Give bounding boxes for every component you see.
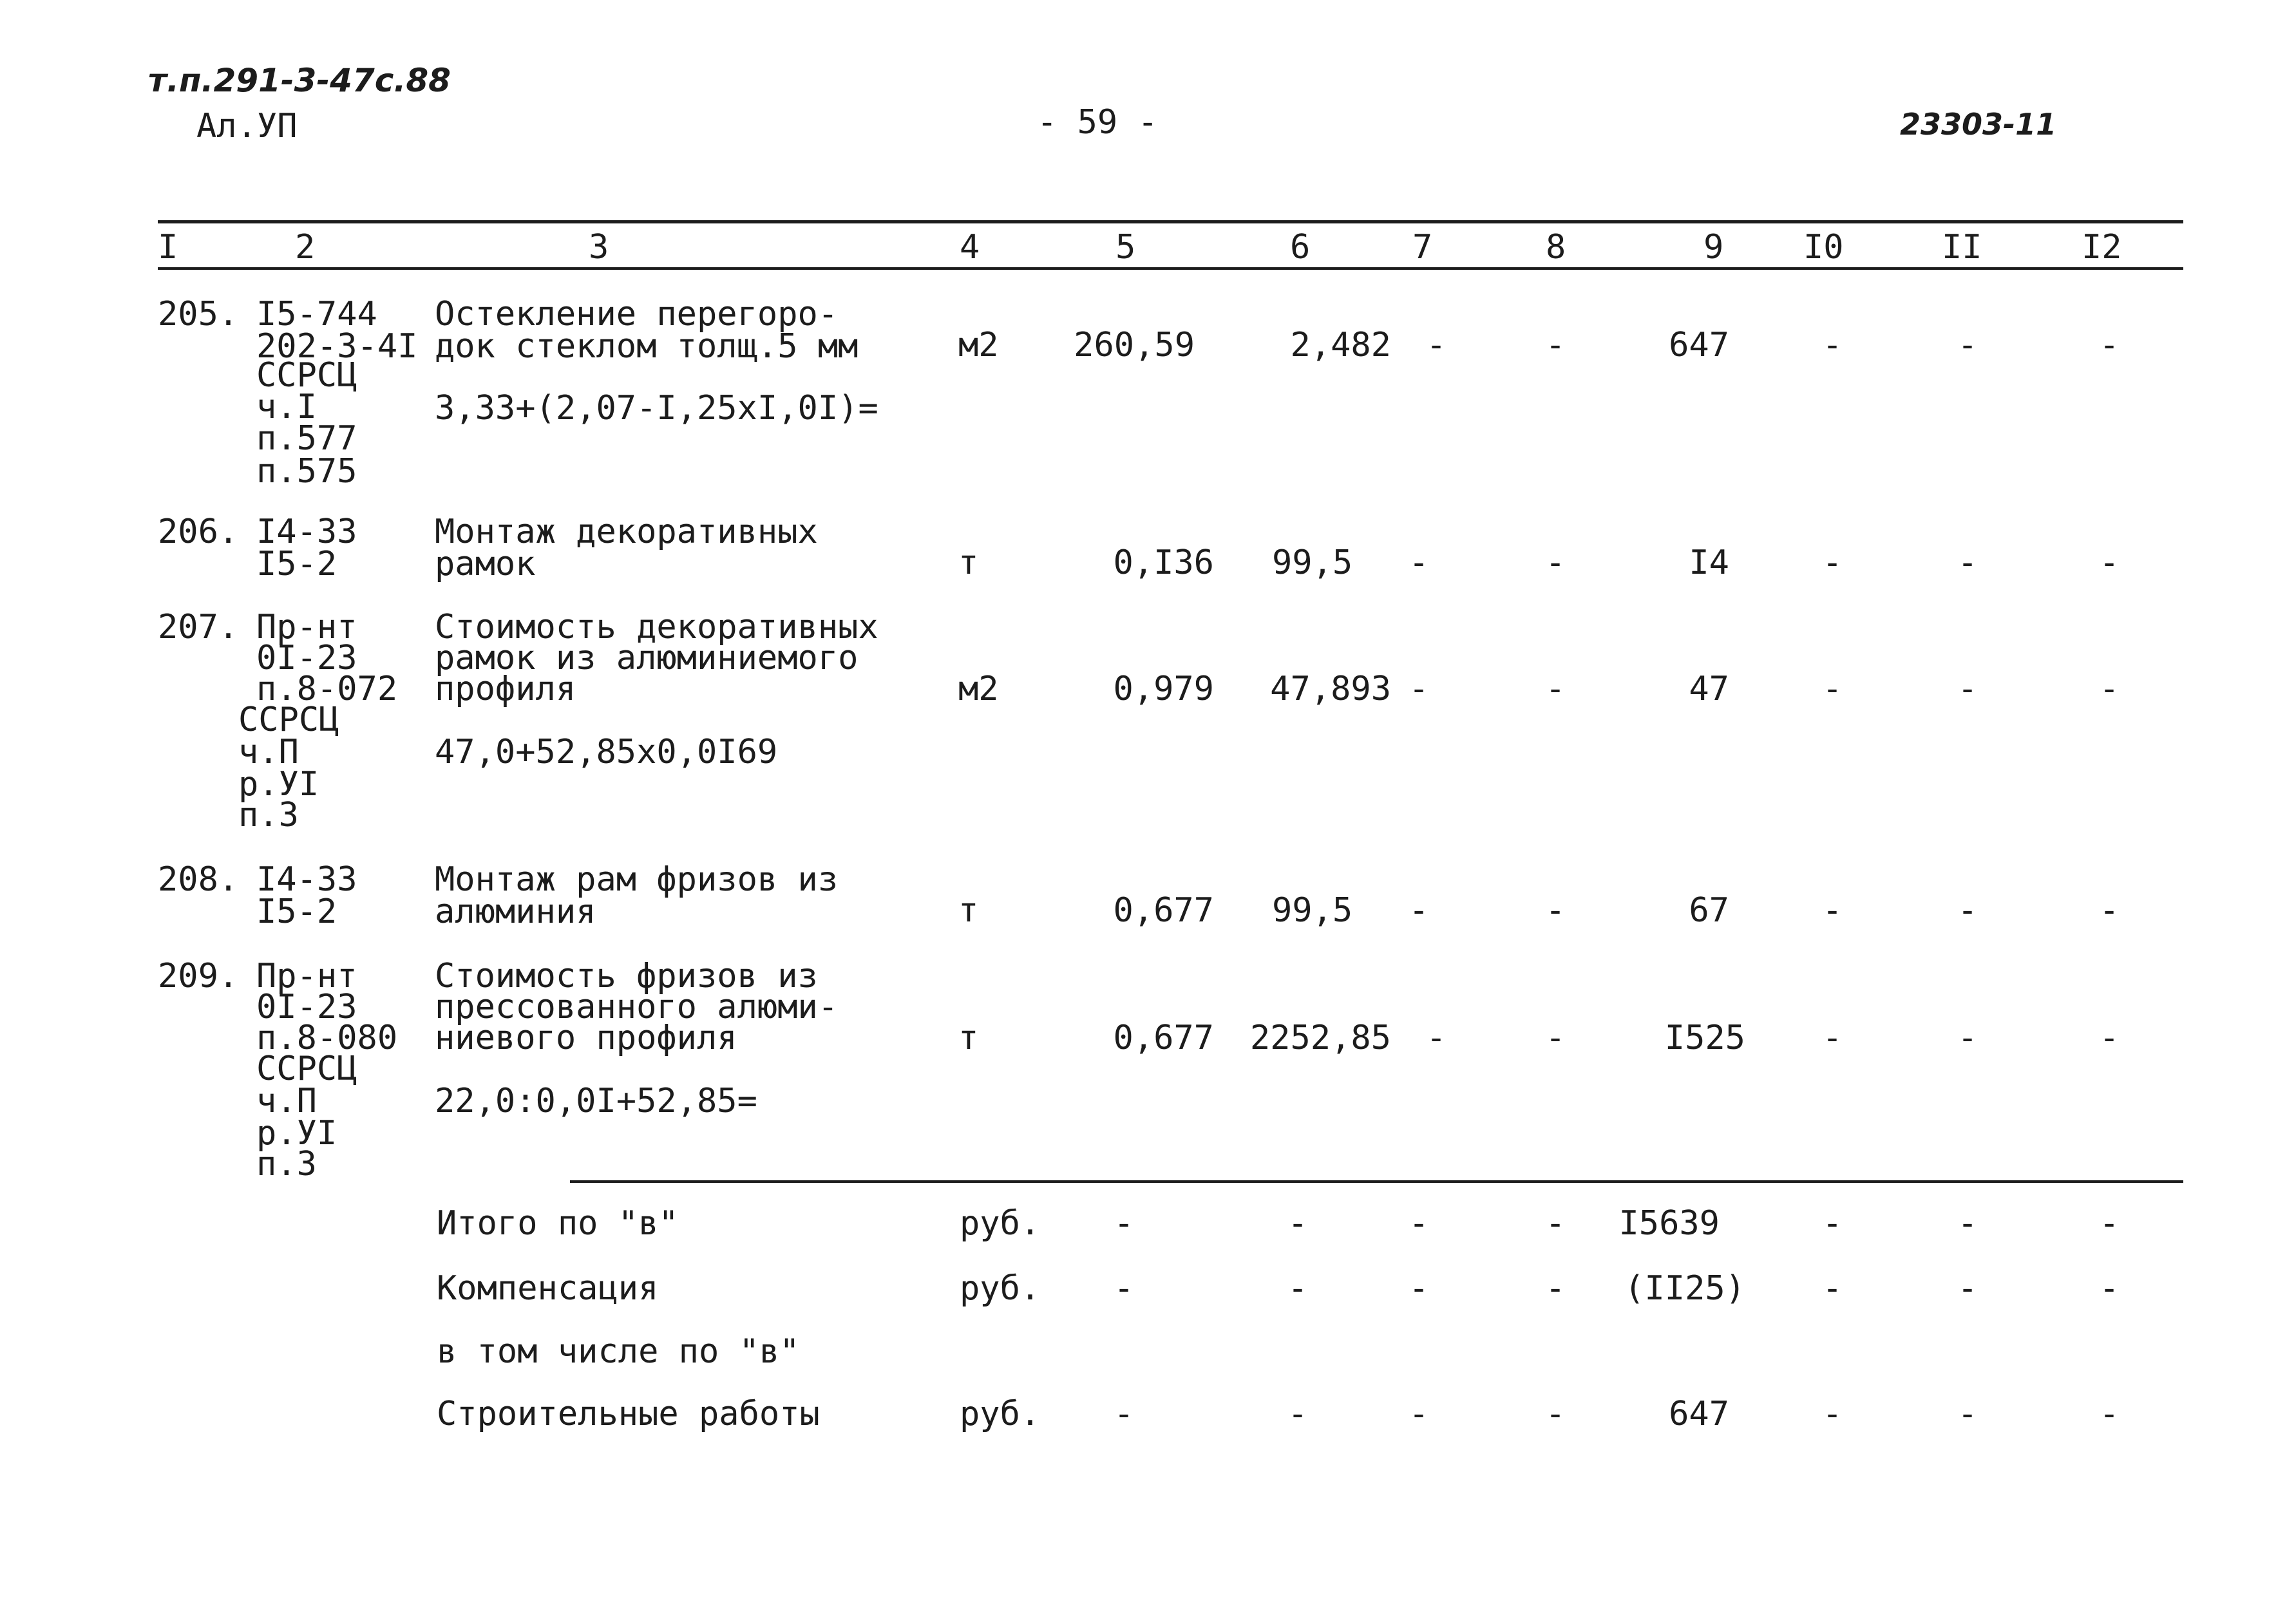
description-line: Стоимость фризов из bbox=[435, 957, 818, 995]
album-label: Ал.УП bbox=[196, 107, 298, 146]
code-line: п.8-072 bbox=[256, 670, 398, 708]
column-header-5: 5 bbox=[1115, 228, 1136, 267]
col11-value: - bbox=[1957, 1204, 1978, 1243]
col10-value: - bbox=[1822, 670, 1843, 708]
code-line: ССРСЦ bbox=[256, 356, 357, 395]
header-top-rule bbox=[158, 220, 2183, 223]
column-header-2: 2 bbox=[295, 228, 316, 267]
col10-value: - bbox=[1822, 1395, 1843, 1433]
page-number: - 59 - bbox=[1037, 103, 1158, 142]
col12-value: - bbox=[2099, 326, 2120, 364]
col5-value: - bbox=[1114, 1204, 1134, 1243]
code-line: п.3 bbox=[238, 796, 299, 835]
col7-value: - bbox=[1426, 1019, 1447, 1057]
col8-value: - bbox=[1545, 891, 1566, 930]
col9-value: 47 bbox=[1689, 670, 1729, 708]
row-number: 209. bbox=[158, 957, 239, 995]
col11-value: - bbox=[1957, 891, 1978, 930]
col9-value: I525 bbox=[1664, 1019, 1745, 1057]
code-line: р.УI bbox=[238, 765, 319, 804]
description-line: док стеклом толщ.5 мм bbox=[435, 327, 859, 366]
quantity: 260,59 bbox=[1074, 326, 1195, 364]
column-header-1: I bbox=[158, 228, 178, 267]
code-line: I4-33 bbox=[256, 513, 357, 551]
col11-value: - bbox=[1957, 1395, 1978, 1433]
document-code: 23303-11 bbox=[1900, 107, 2057, 142]
row-number: 208. bbox=[158, 860, 239, 899]
unit: т bbox=[958, 1019, 979, 1057]
unit-price: 2252,85 bbox=[1249, 1019, 1391, 1057]
formula: 47,0+52,85x0,0I69 bbox=[435, 733, 778, 771]
col10-value: - bbox=[1822, 1019, 1843, 1057]
col8-value: - bbox=[1545, 543, 1566, 582]
code-line: Пр-нт bbox=[256, 957, 357, 995]
column-header-6: 6 bbox=[1290, 228, 1311, 267]
code-line: ССРСЦ bbox=[238, 701, 339, 739]
col10-value: - bbox=[1822, 1269, 1843, 1308]
quantity: 0,677 bbox=[1113, 891, 1214, 930]
totals-rule bbox=[570, 1180, 2183, 1183]
col10-value: - bbox=[1822, 543, 1843, 582]
summary-label: Компенсация bbox=[437, 1269, 659, 1308]
col12-value: - bbox=[2099, 891, 2120, 930]
col10-value: - bbox=[1822, 326, 1843, 364]
code-line: п.577 bbox=[256, 419, 357, 458]
col11-value: - bbox=[1957, 1269, 1978, 1308]
col8-value: - bbox=[1545, 1269, 1566, 1308]
col9-value: 67 bbox=[1689, 891, 1729, 930]
code-line: 0I-23 bbox=[256, 988, 357, 1026]
quantity: 0,I36 bbox=[1113, 543, 1214, 582]
col8-value: - bbox=[1545, 670, 1566, 708]
code-line: п.3 bbox=[256, 1145, 317, 1184]
col7-value: - bbox=[1409, 1204, 1429, 1243]
col7-value: - bbox=[1409, 543, 1429, 582]
code-line: I5-2 bbox=[256, 892, 337, 931]
col12-value: - bbox=[2099, 1019, 2120, 1057]
col5-value: - bbox=[1114, 1395, 1134, 1433]
summary-label: Строительные работы bbox=[437, 1395, 820, 1433]
code-line: п.575 bbox=[256, 452, 357, 491]
col11-value: - bbox=[1957, 326, 1978, 364]
quantity: 0,979 bbox=[1113, 670, 1214, 708]
col7-value: - bbox=[1409, 1395, 1429, 1433]
formula: 3,33+(2,07-I,25xI,0I)= bbox=[435, 389, 878, 428]
col9-value: I4 bbox=[1689, 543, 1729, 582]
description-line: рамок bbox=[435, 545, 536, 583]
description-line: алюминия bbox=[435, 892, 596, 931]
description-line: Стоимость декоративных bbox=[435, 608, 878, 646]
col7-value: - bbox=[1426, 326, 1447, 364]
summary-unit: руб. bbox=[960, 1204, 1041, 1243]
row-number: 207. bbox=[158, 608, 239, 646]
unit-price: 99,5 bbox=[1272, 543, 1353, 582]
col9-value: 647 bbox=[1669, 1395, 1729, 1433]
description-line: ниевого профиля bbox=[435, 1019, 737, 1057]
col12-value: - bbox=[2099, 543, 2120, 582]
code-line: п.8-080 bbox=[256, 1019, 398, 1057]
summary-label: в том числе по "в" bbox=[437, 1332, 800, 1371]
column-header-4: 4 bbox=[960, 228, 980, 267]
col8-value: - bbox=[1545, 1395, 1566, 1433]
code-line: ч.I bbox=[256, 388, 317, 426]
col9-value: (II25) bbox=[1624, 1269, 1745, 1308]
col8-value: - bbox=[1545, 1204, 1566, 1243]
col7-value: - bbox=[1409, 670, 1429, 708]
col12-value: - bbox=[2099, 1395, 2120, 1433]
code-line: р.УI bbox=[256, 1114, 337, 1153]
description-line: рамок из алюминиемого bbox=[435, 639, 859, 677]
column-header-8: 8 bbox=[1546, 228, 1566, 267]
col6-value: - bbox=[1287, 1204, 1308, 1243]
col10-value: - bbox=[1822, 1204, 1843, 1243]
description-line: Монтаж рам фризов из bbox=[435, 860, 839, 899]
unit-price: 99,5 bbox=[1272, 891, 1353, 930]
column-header-7: 7 bbox=[1412, 228, 1433, 267]
summary-label: Итого по "в" bbox=[437, 1204, 679, 1243]
code-line: 0I-23 bbox=[256, 639, 357, 677]
description-line: прессованного алюми- bbox=[435, 988, 839, 1026]
col11-value: - bbox=[1957, 1019, 1978, 1057]
col10-value: - bbox=[1822, 891, 1843, 930]
code-line: I4-33 bbox=[256, 860, 357, 899]
description-line: профиля bbox=[435, 670, 576, 708]
description-line: Остекление перегоро- bbox=[435, 295, 839, 334]
formula: 22,0:0,0I+52,85= bbox=[435, 1082, 757, 1120]
column-header-9: 9 bbox=[1703, 228, 1724, 267]
col6-value: - bbox=[1287, 1395, 1308, 1433]
unit-price: 2,482 bbox=[1290, 326, 1391, 364]
code-line: 202-3-4I bbox=[256, 327, 418, 366]
column-header-10: I0 bbox=[1803, 228, 1844, 267]
code-line: I5-744 bbox=[256, 295, 377, 334]
col9-value: I5639 bbox=[1618, 1204, 1720, 1243]
col7-value: - bbox=[1409, 1269, 1429, 1308]
project-code: т.п.291-3-47с.88 bbox=[148, 62, 451, 99]
col7-value: - bbox=[1409, 891, 1429, 930]
quantity: 0,677 bbox=[1113, 1019, 1214, 1057]
summary-unit: руб. bbox=[960, 1269, 1041, 1308]
col8-value: - bbox=[1545, 1019, 1566, 1057]
code-line: Пр-нт bbox=[256, 608, 357, 646]
col11-value: - bbox=[1957, 670, 1978, 708]
col9-value: 647 bbox=[1669, 326, 1729, 364]
unit: м2 bbox=[958, 326, 999, 364]
unit: м2 bbox=[958, 670, 999, 708]
col11-value: - bbox=[1957, 543, 1978, 582]
col12-value: - bbox=[2099, 1269, 2120, 1308]
col12-value: - bbox=[2099, 1204, 2120, 1243]
code-line: ч.П bbox=[238, 733, 299, 771]
row-number: 205. bbox=[158, 295, 239, 334]
unit: т bbox=[958, 891, 979, 930]
description-line: Монтаж декоративных bbox=[435, 513, 818, 551]
header-bottom-rule bbox=[158, 267, 2183, 270]
col5-value: - bbox=[1114, 1269, 1134, 1308]
summary-unit: руб. bbox=[960, 1395, 1041, 1433]
unit-price: 47,893 bbox=[1270, 670, 1391, 708]
col6-value: - bbox=[1287, 1269, 1308, 1308]
code-line: ч.П bbox=[256, 1082, 317, 1120]
code-line: ССРСЦ bbox=[256, 1050, 357, 1088]
unit: т bbox=[958, 543, 979, 582]
column-header-12: I2 bbox=[2082, 228, 2122, 267]
column-header-11: II bbox=[1942, 228, 1982, 267]
col8-value: - bbox=[1545, 326, 1566, 364]
row-number: 206. bbox=[158, 513, 239, 551]
column-header-3: 3 bbox=[589, 228, 609, 267]
col12-value: - bbox=[2099, 670, 2120, 708]
code-line: I5-2 bbox=[256, 545, 337, 583]
